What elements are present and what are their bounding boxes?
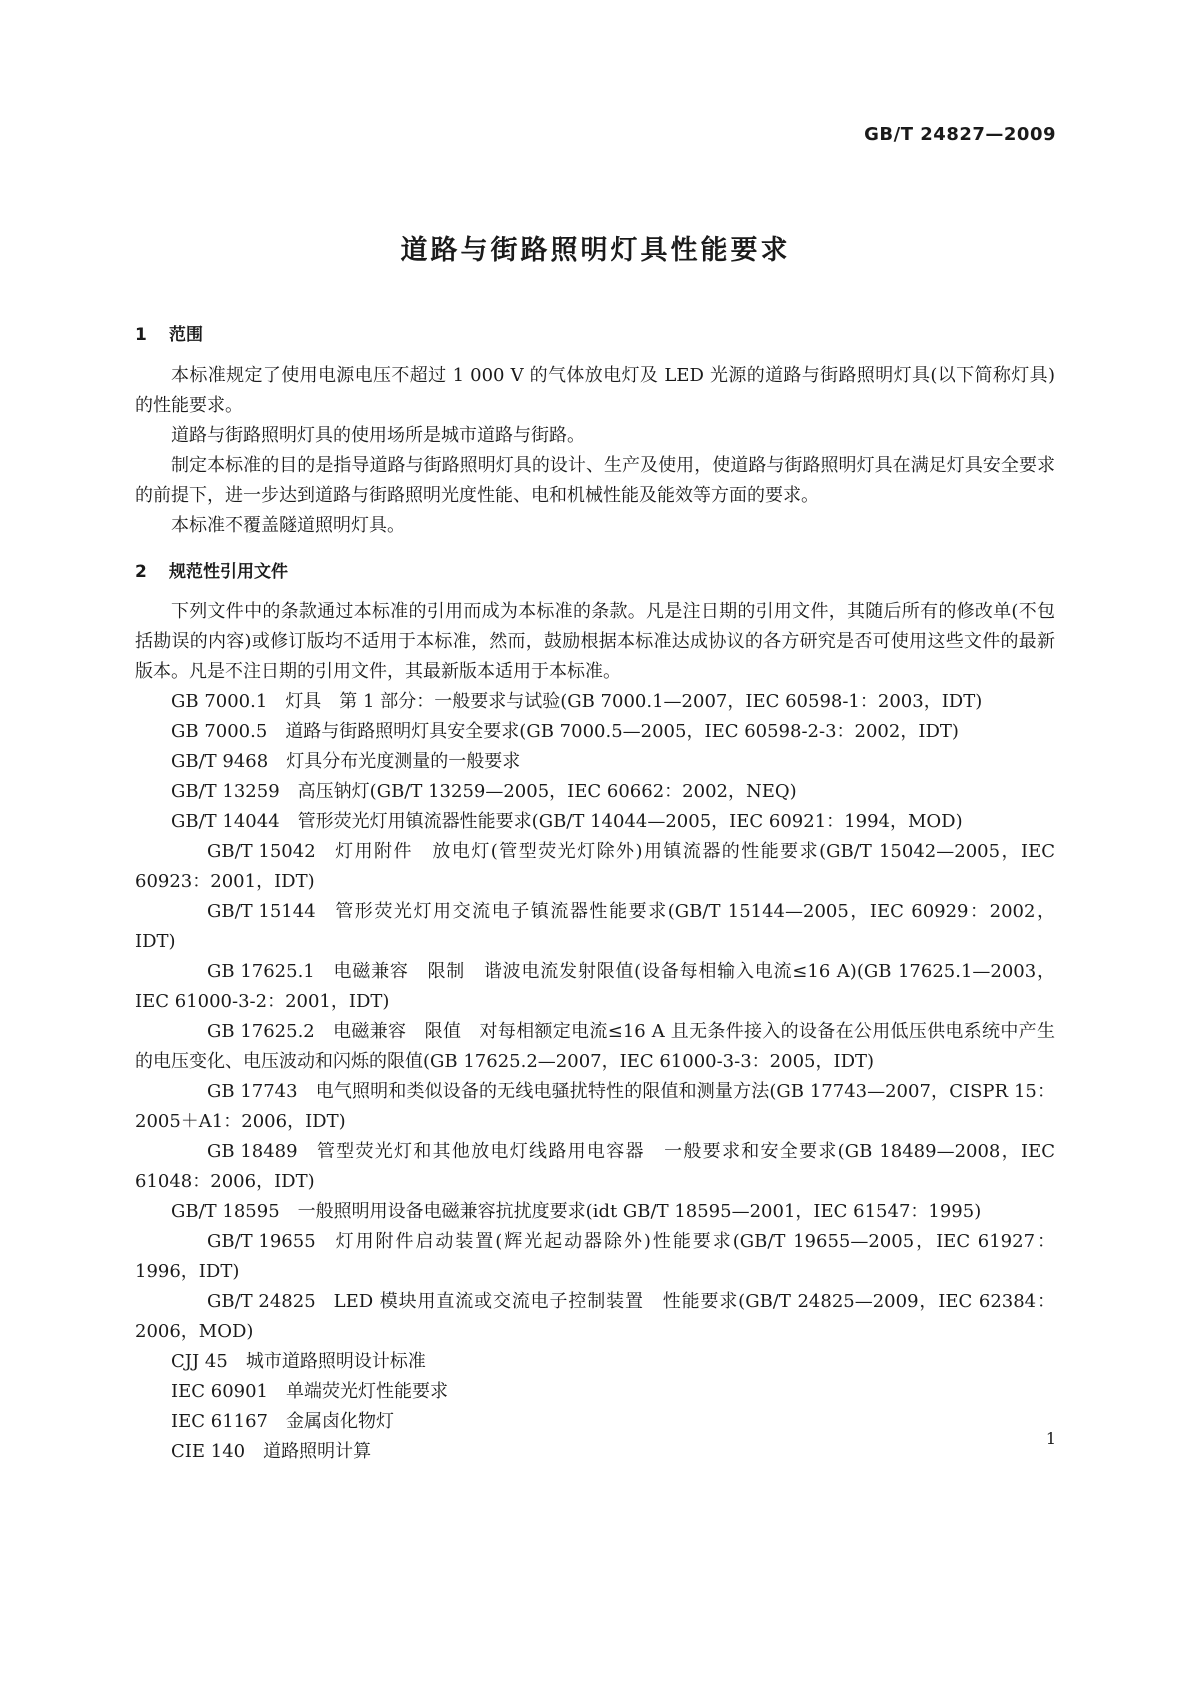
- reference-item: [135, 1347, 1055, 1377]
- paragraph: 下列文件中的条款通过本标准的引用而成为本标准的条款。凡是注日期的引用文件，其随后所有的修改单(不包括勘误的内容)或修订版均不适用于本标准，然而，鼓励根据本标准达成协议的各方研究是否可使用这些文件的最新版本。凡是不注日期的引用文件，其最新版本适用于本标准。: [135, 601, 1055, 682]
- reference-code: IEC 61167: [171, 1411, 269, 1432]
- reference-item: [135, 1287, 1055, 1347]
- reference-text: 灯具 第 1 部分：一般要求与试验(GB 7000.1—2007，IEC 60598-1：2003，IDT): [285, 691, 983, 712]
- reference-code: GB 18489: [207, 1141, 298, 1162]
- section-heading-normative-references: [135, 556, 1055, 588]
- reference-text: 城市道路照明设计标准: [245, 1351, 426, 1372]
- reference-item: [135, 1077, 1055, 1137]
- reference-text: LED 模块用直流或交流电子控制装置 性能要求(GB/T 24825—2009，IEC 62384：2006，MOD): [135, 1291, 1055, 1342]
- reference-item: [135, 747, 1055, 777]
- document-body: [135, 319, 1055, 1467]
- reference-item: [135, 897, 1055, 957]
- reference-code: GB/T 18595: [171, 1201, 280, 1222]
- reference-text: 灯用附件 放电灯(管型荧光灯除外)用镇流器的性能要求(GB/T 15042—2005，IEC 60923：2001，IDT): [135, 841, 1055, 892]
- reference-code: GB 7000.5: [171, 721, 268, 742]
- page-number: 1: [1045, 1429, 1056, 1448]
- reference-text: 道路照明计算: [263, 1441, 372, 1462]
- paragraph: 本标准不覆盖隧道照明灯具。: [171, 515, 405, 536]
- section-title: 规范性引用文件: [169, 562, 288, 582]
- reference-code: GB 17625.2: [207, 1021, 315, 1042]
- reference-text: 单端荧光灯性能要求: [286, 1381, 449, 1402]
- reference-code: GB/T 24825: [207, 1291, 316, 1312]
- section-heading-scope: [135, 319, 1055, 351]
- reference-item: [135, 717, 1055, 747]
- reference-item: [135, 1377, 1055, 1407]
- reference-text: 高压钠灯(GB/T 13259—2005，IEC 60662：2002，NEQ): [297, 781, 797, 802]
- reference-code: GB/T 15042: [207, 841, 316, 862]
- document-title: 道路与街路照明灯具性能要求: [400, 235, 791, 266]
- section-number: 1: [135, 325, 147, 345]
- reference-item: [135, 1137, 1055, 1197]
- reference-text: 管形荧光灯用镇流器性能要求(GB/T 14044—2005，IEC 60921：1994，MOD): [297, 811, 963, 832]
- paragraph: 道路与街路照明灯具的使用场所是城市道路与街路。: [171, 425, 585, 446]
- reference-code: GB/T 14044: [171, 811, 280, 832]
- reference-item: [135, 1197, 1055, 1227]
- reference-item: [135, 687, 1055, 717]
- reference-text: 管型荧光灯和其他放电灯线路用电容器 一般要求和安全要求(GB 18489—2008，IEC 61048：2006，IDT): [135, 1141, 1055, 1192]
- reference-text: 一般照明用设备电磁兼容抗扰度要求(idt GB/T 18595—2001，IEC 61547：1995): [297, 1201, 982, 1222]
- reference-text: 金属卤化物灯: [286, 1411, 395, 1432]
- reference-text: 管形荧光灯用交流电子镇流器性能要求(GB/T 15144—2005，IEC 60929：2002，IDT): [135, 901, 1055, 952]
- reference-text: 电磁兼容 限值 对每相额定电流≤16 A 且无条件接入的设备在公用低压供电系统中产生的电压变化、电压波动和闪烁的限值(GB 17625.2—2007，IEC 61000-3-3：2005，IDT): [135, 1021, 1055, 1072]
- reference-code: CIE 140: [171, 1441, 246, 1462]
- section-number: 2: [135, 562, 147, 582]
- reference-item: [135, 1227, 1055, 1287]
- reference-text: 道路与街路照明灯具安全要求(GB 7000.5—2005，IEC 60598-2-3：2002，IDT): [285, 721, 959, 742]
- reference-code: GB 7000.1: [171, 691, 268, 712]
- section-title: 范围: [169, 325, 203, 345]
- reference-text: 电气照明和类似设备的无线电骚扰特性的限值和测量方法(GB 17743—2007，CISPR 15：2005＋A1：2006，IDT): [135, 1081, 1055, 1132]
- paragraph: 制定本标准的目的是指导道路与街路照明灯具的设计、生产及使用，使道路与街路照明灯具在满足灯具安全要求的前提下，进一步达到道路与街路照明光度性能、电和机械性能及能效等方面的要求。: [135, 455, 1055, 506]
- reference-code: GB 17625.1: [207, 961, 315, 982]
- reference-text: 灯用附件启动装置(辉光起动器除外)性能要求(GB/T 19655—2005，IEC 61927：1996，IDT): [135, 1231, 1055, 1282]
- reference-code: GB/T 13259: [171, 781, 280, 802]
- reference-code: GB/T 9468: [171, 751, 269, 772]
- reference-item: [135, 957, 1055, 1017]
- paragraph: 本标准规定了使用电源电压不超过 1 000 V 的气体放电灯及 LED 光源的道路与街路照明灯具(以下简称灯具)的性能要求。: [135, 365, 1055, 416]
- reference-item: [135, 807, 1055, 837]
- reference-item: [135, 1407, 1055, 1437]
- reference-item: [135, 777, 1055, 807]
- standard-code: GB/T 24827—2009: [864, 124, 1056, 145]
- reference-item: [135, 837, 1055, 897]
- reference-item: [135, 1017, 1055, 1077]
- reference-code: CJJ 45: [171, 1351, 228, 1372]
- reference-item: [135, 1437, 1055, 1467]
- reference-text: 电磁兼容 限制 谐波电流发射限值(设备每相输入电流≤16 A)(GB 17625.1—2003，IEC 61000-3-2：2001，IDT): [135, 961, 1055, 1012]
- reference-code: GB/T 19655: [207, 1231, 316, 1252]
- reference-code: GB 17743: [207, 1081, 298, 1102]
- reference-text: 灯具分布光度测量的一般要求: [286, 751, 521, 772]
- reference-code: IEC 60901: [171, 1381, 269, 1402]
- reference-code: GB/T 15144: [207, 901, 316, 922]
